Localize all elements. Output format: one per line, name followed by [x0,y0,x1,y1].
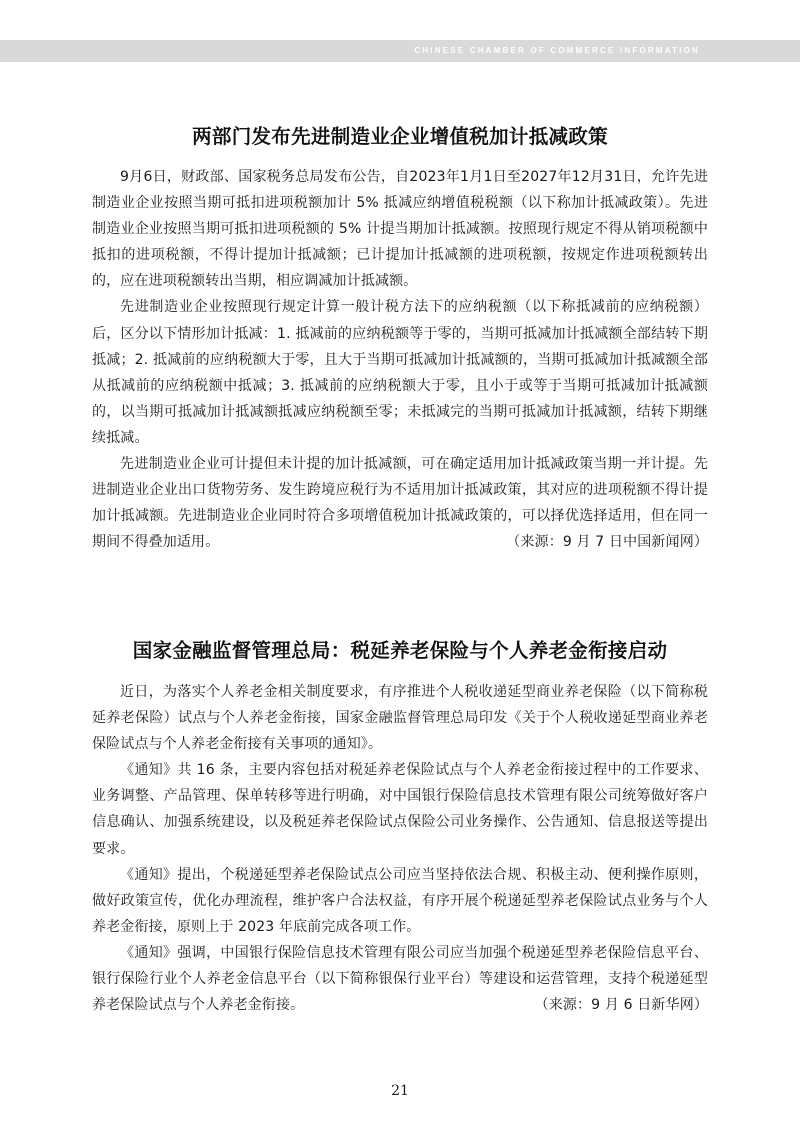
article-1-body [92,164,708,555]
article-1-paragraph-3-text: 先进制造业企业可计提但未计提的加计抵减额，可在确定适用加计抵减政策当期一并计提。先进制造业企业出口货物劳务、发生跨境应税行为不适用加计抵减政策，其对应的进项税额不得计提加计抵减额。先进制造业企业同时符合多项增值税加计抵减政策的，可以择优选择适用，但在同一期间不得叠加适用。 [92,456,708,551]
article-2-paragraph-2: 《通知》共 16 条，主要内容包括对税延养老保险试点与个人养老金衔接过程中的工作要求、业务调整、产品管理、保单转移等进行明确，对中国银行保险信息技术管理有限公司统筹做好客户信息确认、加强系统建设，以及税延养老保险试点保险公司业务操作、公告通知、信息报送等提出要求。 [92,762,708,857]
header-band [0,40,800,62]
article-2-paragraph-1: 近日，为落实个人养老金相关制度要求，有序推进个人税收递延型商业养老保险（以下简称税延养老保险）试点与个人养老金衔接，国家金融监督管理总局印发《关于个人税收递延型商业养老保险试点与个人养老金衔接有关事项的通知》。 [92,684,708,753]
article-1-title: 两部门发布先进制造业企业增值税加计抵减政策 [192,125,608,148]
article-1-paragraph-2: 先进制造业企业按照现行规定计算一般计税方法下的应纳税额（以下称抵减前的应纳税额）后，区分以下情形加计抵减：1. 抵减前的应纳税额等于零的，当期可抵减加计抵减额全部结转下期抵减；2. 抵减前的应纳税额大于零，且大于当期可抵减加计抵减额的，当期可抵减加计抵减额全部从抵减前的应纳税额中抵减；3. 抵减前的应纳税额大于零，且小于或等于当期可抵减加计抵减额的，以当期可抵减加计抵减额抵减应纳税额至零；未抵减完的当期可抵减加计抵减额，结转下期继续抵减。 [92,299,708,446]
article-1-source: （来源：9 月 7 日中国新闻网） [506,534,708,551]
article-2-paragraph-3: 《通知》提出，个税递延型养老保险试点公司应当坚持依法合规、积极主动、便利操作原则，做好政策宣传，优化办理流程，维护客户合法权益，有序开展个税递延型养老保险试点业务与个人养老金衔接，原则上于 2023 年底前完成各项工作。 [92,866,708,935]
article-2-body [92,679,708,1018]
article-1-paragraph-3 [92,451,708,555]
article-2-paragraph-4-text: 《通知》强调，中国银行保险信息技术管理有限公司应当加强个税递延型养老保险信息平台、银行保险行业个人养老金信息平台（以下简称银保行业平台）等建设和运营管理，支持个税递延型养老保险试点与个人养老金衔接。 [92,944,708,1014]
header-text: CHINESE CHAMBER OF COMMERCE INFORMATION [414,46,700,55]
article-2-title: 国家金融监督管理总局：税延养老保险与个人养老金衔接启动 [132,639,668,662]
article-2-source: （来源：9 月 6 日新华网） [534,997,708,1014]
page-number: 21 [391,1083,409,1099]
article-1-paragraph-1: 9月6日，财政部、国家税务总局发布公告，自2023年1月1日至2027年12月31日，允许先进制造业企业按照当期可抵扣进项税额加计 5% 抵减应纳增值税税额（以下称加计抵减政策）。先进制造业企业按照当期可抵扣进项税额的 5% 计提当期加计抵减额。按照现行规定不得从销项税额中抵扣的进项税额，不得计提加计抵减额；已计提加计抵减额的进项税额，按规定作进项税额转出的，应在进项税额转出当期，相应调减加计抵减额。 [92,169,708,290]
article-2-paragraph-4 [92,940,708,1018]
